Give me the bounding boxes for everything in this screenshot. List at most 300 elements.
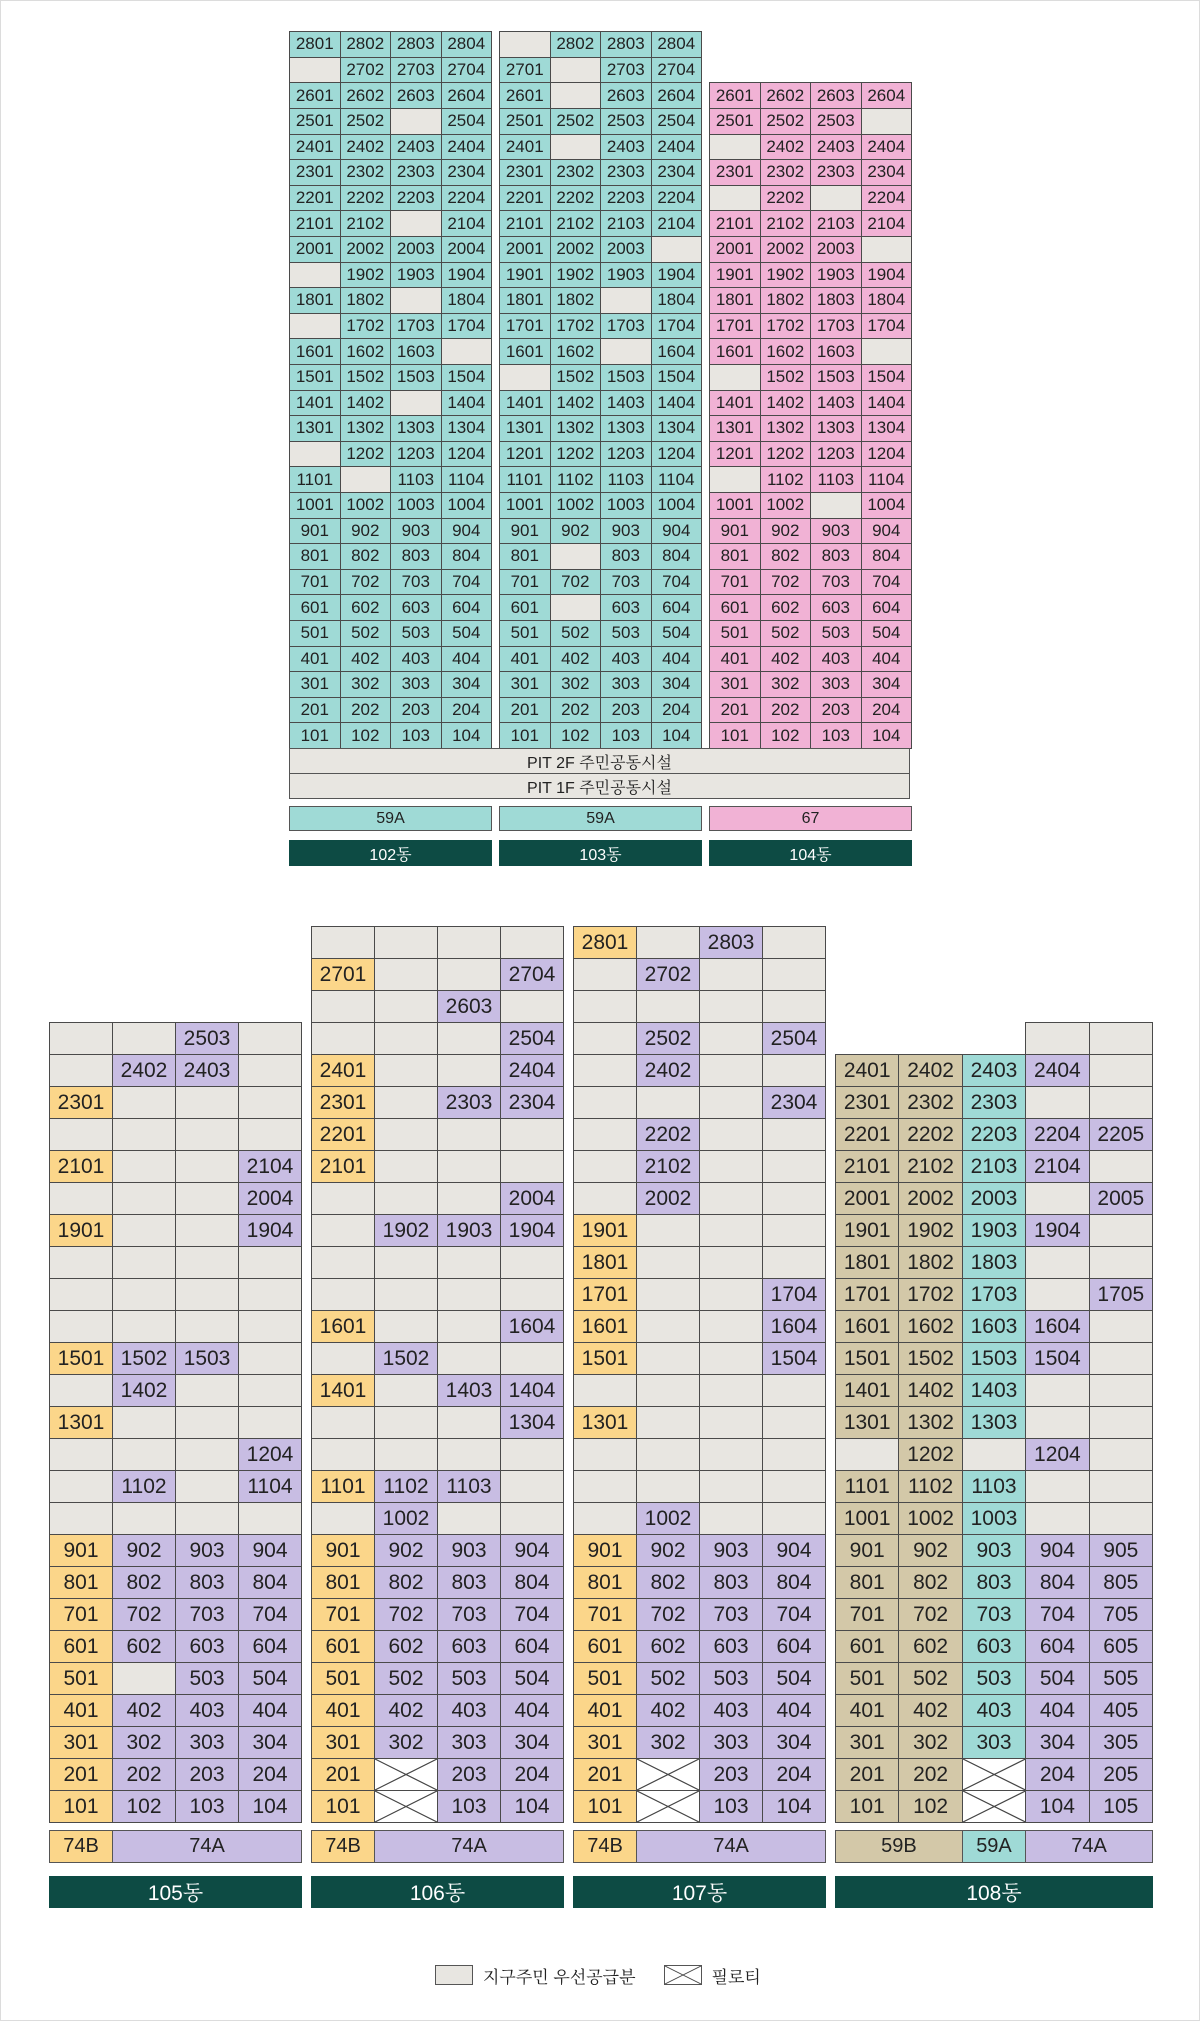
priority-unit-cell <box>374 1310 438 1343</box>
unit-cell: 105 <box>1089 1790 1153 1823</box>
unit-cell: 101 <box>835 1790 899 1823</box>
unit-cell: 2802 <box>550 31 602 58</box>
unit-cell: 403 <box>962 1694 1026 1727</box>
unit-type-label: 74A <box>1025 1830 1153 1863</box>
priority-unit-cell <box>437 1150 501 1183</box>
unit-cell: 1102 <box>760 466 812 493</box>
unit-type-label: 74B <box>49 1830 113 1863</box>
unit-cell: 604 <box>441 594 493 621</box>
unit-cell: 401 <box>573 1694 637 1727</box>
unit-cell: 2002 <box>760 236 812 263</box>
priority-unit-cell <box>374 1438 438 1471</box>
unit-cell: 2501 <box>289 108 341 135</box>
unit-cell: 1302 <box>550 415 602 442</box>
unit-cell: 1401 <box>709 390 761 417</box>
unit-cell: 1303 <box>810 415 862 442</box>
unit-cell: 804 <box>238 1566 302 1599</box>
priority-unit-cell <box>437 1246 501 1279</box>
priority-unit-cell <box>636 1342 700 1375</box>
unit-cell: 801 <box>49 1566 113 1599</box>
unit-cell: 601 <box>573 1630 637 1663</box>
unit-cell: 902 <box>112 1534 176 1567</box>
priority-unit-cell <box>311 1246 375 1279</box>
unit-cell: 2804 <box>651 31 703 58</box>
priority-unit-cell <box>636 1470 700 1503</box>
priority-unit-cell <box>709 364 761 391</box>
unit-cell: 1002 <box>760 492 812 519</box>
unit-cell: 1804 <box>861 287 913 314</box>
unit-cell: 405 <box>1089 1694 1153 1727</box>
priority-unit-cell <box>238 1406 302 1439</box>
unit-type-label: 74A <box>374 1830 564 1863</box>
priority-unit-cell <box>1089 1342 1153 1375</box>
unit-cell: 1103 <box>600 466 652 493</box>
priority-unit-cell <box>636 1438 700 1471</box>
priority-unit-cell <box>810 492 862 519</box>
unit-cell: 1602 <box>760 338 812 365</box>
priority-unit-cell <box>600 338 652 365</box>
priority-unit-cell <box>709 466 761 493</box>
unit-cell: 1301 <box>49 1406 113 1439</box>
priority-unit-cell <box>699 958 763 991</box>
priority-unit-cell <box>500 1246 564 1279</box>
unit-cell: 1604 <box>500 1310 564 1343</box>
priority-unit-cell <box>238 1502 302 1535</box>
priority-unit-cell <box>636 1406 700 1439</box>
unit-type-label: 59A <box>289 806 492 831</box>
unit-cell: 2104 <box>861 210 913 237</box>
unit-cell: 1103 <box>437 1470 501 1503</box>
priority-unit-cell <box>437 926 501 959</box>
unit-cell: 2604 <box>651 82 703 109</box>
priority-unit-cell <box>112 1150 176 1183</box>
unit-cell: 104 <box>651 722 703 749</box>
unit-cell: 1704 <box>762 1278 826 1311</box>
unit-cell: 702 <box>340 569 392 596</box>
unit-cell: 901 <box>573 1534 637 1567</box>
unit-cell: 2301 <box>49 1086 113 1119</box>
unit-cell: 2004 <box>238 1182 302 1215</box>
priority-unit-cell <box>238 1310 302 1343</box>
priority-unit-cell <box>374 1182 438 1215</box>
unit-cell: 702 <box>636 1598 700 1631</box>
unit-cell: 302 <box>550 671 602 698</box>
unit-cell: 2203 <box>600 185 652 212</box>
unit-cell: 1402 <box>112 1374 176 1407</box>
unit-cell: 903 <box>600 518 652 545</box>
priority-unit-cell <box>573 1374 637 1407</box>
unit-cell: 1901 <box>499 262 551 289</box>
priority-unit-cell <box>651 236 703 263</box>
priority-unit-cell <box>49 1470 113 1503</box>
priority-unit-cell <box>573 1182 637 1215</box>
unit-cell: 103 <box>600 722 652 749</box>
unit-cell: 2204 <box>441 185 493 212</box>
unit-cell: 1801 <box>709 287 761 314</box>
unit-cell: 1004 <box>651 492 703 519</box>
unit-cell: 2303 <box>962 1086 1026 1119</box>
unit-cell: 704 <box>238 1598 302 1631</box>
priority-unit-cell <box>374 1406 438 1439</box>
unit-cell: 1504 <box>441 364 493 391</box>
unit-cell: 901 <box>835 1534 899 1567</box>
unit-cell: 302 <box>760 671 812 698</box>
unit-cell: 2304 <box>762 1086 826 1119</box>
unit-cell: 1804 <box>651 287 703 314</box>
unit-cell: 1401 <box>499 390 551 417</box>
building-label: 104동 <box>709 840 912 866</box>
unit-cell: 1802 <box>340 287 392 314</box>
unit-cell: 904 <box>651 518 703 545</box>
priority-unit-cell <box>1025 1470 1089 1503</box>
unit-cell: 2403 <box>390 134 442 161</box>
unit-type-label: 74A <box>636 1830 826 1863</box>
unit-cell: 1002 <box>374 1502 438 1535</box>
priority-unit-cell <box>311 1182 375 1215</box>
unit-cell: 2102 <box>340 210 392 237</box>
unit-cell: 2301 <box>311 1086 375 1119</box>
unit-cell: 2101 <box>49 1150 113 1183</box>
unit-cell: 805 <box>1089 1566 1153 1599</box>
priority-unit-cell <box>238 1374 302 1407</box>
unit-cell: 902 <box>374 1534 438 1567</box>
priority-unit-cell <box>175 1502 239 1535</box>
priority-unit-cell <box>374 926 438 959</box>
priority-unit-cell <box>175 1278 239 1311</box>
priority-unit-cell <box>1025 1374 1089 1407</box>
unit-cell: 1604 <box>1025 1310 1089 1343</box>
unit-cell: 401 <box>49 1694 113 1727</box>
unit-cell: 1504 <box>651 364 703 391</box>
unit-cell: 1104 <box>238 1470 302 1503</box>
unit-cell: 104 <box>762 1790 826 1823</box>
unit-cell: 1404 <box>651 390 703 417</box>
unit-cell: 1503 <box>175 1342 239 1375</box>
unit-cell: 603 <box>810 594 862 621</box>
priority-unit-cell <box>636 926 700 959</box>
unit-cell: 303 <box>175 1726 239 1759</box>
unit-cell: 1704 <box>651 313 703 340</box>
unit-cell: 102 <box>760 722 812 749</box>
priority-unit-cell <box>175 1086 239 1119</box>
unit-cell: 303 <box>600 671 652 698</box>
priority-unit-cell <box>861 236 913 263</box>
unit-cell: 2003 <box>962 1182 1026 1215</box>
unit-cell: 301 <box>289 671 341 698</box>
unit-cell: 701 <box>289 569 341 596</box>
unit-cell: 1503 <box>390 364 442 391</box>
pilotis-cell <box>636 1758 700 1791</box>
unit-cell: 304 <box>762 1726 826 1759</box>
unit-cell: 1304 <box>861 415 913 442</box>
unit-cell: 104 <box>238 1790 302 1823</box>
unit-cell: 2304 <box>861 159 913 186</box>
priority-unit-cell <box>437 1278 501 1311</box>
unit-type-label: 74B <box>573 1830 637 1863</box>
unit-cell: 1903 <box>390 262 442 289</box>
unit-cell: 2702 <box>340 57 392 84</box>
unit-cell: 403 <box>810 646 862 673</box>
unit-cell: 1701 <box>709 313 761 340</box>
priority-unit-cell <box>810 185 862 212</box>
unit-cell: 201 <box>289 697 341 724</box>
building-label: 108동 <box>835 1876 1153 1908</box>
priority-unit-cell <box>175 1310 239 1343</box>
priority-unit-cell <box>311 1406 375 1439</box>
unit-cell: 1702 <box>550 313 602 340</box>
unit-cell: 501 <box>573 1662 637 1695</box>
unit-cell: 1304 <box>441 415 493 442</box>
unit-cell: 203 <box>699 1758 763 1791</box>
priority-unit-cell <box>1025 1406 1089 1439</box>
unit-cell: 1301 <box>835 1406 899 1439</box>
priority-unit-cell <box>437 1438 501 1471</box>
unit-cell: 2404 <box>861 134 913 161</box>
unit-cell: 1101 <box>289 466 341 493</box>
unit-cell: 1103 <box>390 466 442 493</box>
unit-cell: 1603 <box>810 338 862 365</box>
unit-cell: 2003 <box>810 236 862 263</box>
unit-cell: 1705 <box>1089 1278 1153 1311</box>
unit-cell: 603 <box>699 1630 763 1663</box>
unit-cell: 1904 <box>441 262 493 289</box>
unit-cell: 1601 <box>499 338 551 365</box>
unit-cell: 701 <box>835 1598 899 1631</box>
unit-cell: 2402 <box>112 1054 176 1087</box>
unit-cell: 2604 <box>861 82 913 109</box>
unit-cell: 102 <box>340 722 392 749</box>
unit-cell: 1301 <box>289 415 341 442</box>
unit-cell: 1302 <box>760 415 812 442</box>
unit-cell: 1901 <box>573 1214 637 1247</box>
unit-cell: 505 <box>1089 1662 1153 1695</box>
unit-cell: 1002 <box>636 1502 700 1535</box>
priority-unit-cell <box>49 1278 113 1311</box>
unit-cell: 202 <box>340 697 392 724</box>
unit-cell: 501 <box>499 620 551 647</box>
unit-type-label: 59B <box>835 1830 963 1863</box>
unit-cell: 1902 <box>340 262 392 289</box>
priority-unit-cell <box>573 1438 637 1471</box>
unit-cell: 603 <box>390 594 442 621</box>
unit-cell: 603 <box>600 594 652 621</box>
priority-unit-cell <box>112 1310 176 1343</box>
unit-cell: 301 <box>709 671 761 698</box>
unit-cell: 1003 <box>962 1502 1026 1535</box>
unit-cell: 1103 <box>962 1470 1026 1503</box>
unit-cell: 603 <box>175 1630 239 1663</box>
unit-cell: 402 <box>898 1694 962 1727</box>
unit-cell: 702 <box>374 1598 438 1631</box>
unit-cell: 103 <box>699 1790 763 1823</box>
priority-unit-cell <box>340 466 392 493</box>
priority-unit-cell <box>390 210 442 237</box>
unit-cell: 601 <box>289 594 341 621</box>
unit-cell: 2801 <box>573 926 637 959</box>
unit-cell: 304 <box>500 1726 564 1759</box>
unit-cell: 1003 <box>600 492 652 519</box>
unit-cell: 1001 <box>709 492 761 519</box>
unit-cell: 2102 <box>898 1150 962 1183</box>
unit-cell: 2303 <box>810 159 862 186</box>
unit-cell: 402 <box>636 1694 700 1727</box>
unit-cell: 2403 <box>810 134 862 161</box>
priority-unit-cell <box>762 1502 826 1535</box>
unit-cell: 1001 <box>289 492 341 519</box>
priority-unit-cell <box>49 1502 113 1535</box>
unit-cell: 2402 <box>340 134 392 161</box>
unit-cell: 1602 <box>898 1310 962 1343</box>
unit-cell: 1902 <box>760 262 812 289</box>
unit-cell: 903 <box>437 1534 501 1567</box>
unit-cell: 1803 <box>962 1246 1026 1279</box>
priority-unit-cell <box>437 1054 501 1087</box>
unit-cell: 504 <box>500 1662 564 1695</box>
unit-cell: 2704 <box>441 57 493 84</box>
unit-cell: 601 <box>49 1630 113 1663</box>
unit-cell: 703 <box>699 1598 763 1631</box>
unit-cell: 503 <box>699 1662 763 1695</box>
unit-cell: 804 <box>500 1566 564 1599</box>
unit-cell: 2403 <box>600 134 652 161</box>
unit-cell: 404 <box>238 1694 302 1727</box>
unit-cell: 1703 <box>962 1278 1026 1311</box>
priority-unit-cell <box>374 1086 438 1119</box>
unit-cell: 1202 <box>760 441 812 468</box>
unit-cell: 804 <box>441 543 493 570</box>
priority-unit-cell <box>550 134 602 161</box>
priority-unit-cell <box>1089 1438 1153 1471</box>
priority-unit-cell <box>1089 1150 1153 1183</box>
unit-cell: 2001 <box>709 236 761 263</box>
unit-cell: 2002 <box>340 236 392 263</box>
unit-cell: 2601 <box>499 82 551 109</box>
unit-cell: 1601 <box>289 338 341 365</box>
unit-cell: 102 <box>898 1790 962 1823</box>
priority-unit-cell <box>699 1278 763 1311</box>
unit-cell: 1202 <box>898 1438 962 1471</box>
unit-cell: 2203 <box>962 1118 1026 1151</box>
unit-cell: 303 <box>810 671 862 698</box>
unit-cell: 2504 <box>651 108 703 135</box>
unit-cell: 1002 <box>550 492 602 519</box>
unit-cell: 701 <box>499 569 551 596</box>
priority-unit-cell <box>311 1022 375 1055</box>
unit-cell: 404 <box>762 1694 826 1727</box>
unit-cell: 2403 <box>962 1054 1026 1087</box>
unit-cell: 2304 <box>500 1086 564 1119</box>
unit-cell: 802 <box>898 1566 962 1599</box>
unit-cell: 402 <box>340 646 392 673</box>
unit-cell: 101 <box>709 722 761 749</box>
unit-cell: 2301 <box>289 159 341 186</box>
unit-cell: 703 <box>390 569 442 596</box>
unit-cell: 2001 <box>289 236 341 263</box>
priority-unit-cell <box>699 1022 763 1055</box>
unit-cell: 1902 <box>374 1214 438 1247</box>
unit-cell: 1203 <box>810 441 862 468</box>
unit-cell: 1903 <box>962 1214 1026 1247</box>
unit-cell: 1001 <box>499 492 551 519</box>
priority-unit-cell <box>762 1470 826 1503</box>
unit-cell: 1401 <box>835 1374 899 1407</box>
unit-cell: 2201 <box>311 1118 375 1151</box>
unit-cell: 1502 <box>112 1342 176 1375</box>
priority-unit-cell <box>573 1086 637 1119</box>
unit-cell: 801 <box>311 1566 375 1599</box>
priority-unit-cell <box>550 594 602 621</box>
unit-cell: 903 <box>390 518 442 545</box>
priority-unit-cell <box>762 958 826 991</box>
unit-cell: 1403 <box>600 390 652 417</box>
priority-unit-cell <box>175 1374 239 1407</box>
unit-cell: 101 <box>49 1790 113 1823</box>
unit-cell: 2401 <box>499 134 551 161</box>
unit-cell: 1703 <box>390 313 442 340</box>
unit-cell: 603 <box>437 1630 501 1663</box>
priority-unit-cell <box>550 82 602 109</box>
unit-cell: 202 <box>760 697 812 724</box>
unit-cell: 2001 <box>835 1182 899 1215</box>
unit-cell: 503 <box>390 620 442 647</box>
unit-cell: 1903 <box>810 262 862 289</box>
unit-cell: 501 <box>311 1662 375 1695</box>
unit-type-label: 74B <box>311 1830 375 1863</box>
unit-cell: 205 <box>1089 1758 1153 1791</box>
priority-unit-cell <box>112 1502 176 1535</box>
unit-cell: 2102 <box>760 210 812 237</box>
priority-unit-cell <box>762 1118 826 1151</box>
unit-cell: 1502 <box>340 364 392 391</box>
unit-cell: 1702 <box>340 313 392 340</box>
unit-cell: 1904 <box>861 262 913 289</box>
priority-unit-cell <box>175 1246 239 1279</box>
priority-unit-cell <box>374 1374 438 1407</box>
unit-cell: 502 <box>340 620 392 647</box>
unit-cell: 504 <box>238 1662 302 1695</box>
unit-cell: 1204 <box>861 441 913 468</box>
unit-cell: 504 <box>762 1662 826 1695</box>
unit-cell: 1502 <box>760 364 812 391</box>
unit-cell: 602 <box>898 1630 962 1663</box>
unit-cell: 503 <box>175 1662 239 1695</box>
unit-cell: 204 <box>762 1758 826 1791</box>
priority-unit-cell <box>1025 1182 1089 1215</box>
unit-cell: 2503 <box>810 108 862 135</box>
unit-cell: 604 <box>1025 1630 1089 1663</box>
priority-unit-cell <box>238 1342 302 1375</box>
unit-cell: 1602 <box>340 338 392 365</box>
unit-cell: 1302 <box>340 415 392 442</box>
unit-cell: 1201 <box>499 441 551 468</box>
priority-unit-cell <box>437 1502 501 1535</box>
unit-cell: 403 <box>600 646 652 673</box>
unit-cell: 401 <box>289 646 341 673</box>
unit-cell: 1403 <box>962 1374 1026 1407</box>
priority-unit-cell <box>762 1182 826 1215</box>
unit-type-label: 67 <box>709 806 912 831</box>
priority-unit-cell <box>762 1054 826 1087</box>
building-label: 107동 <box>573 1876 826 1908</box>
unit-cell: 2103 <box>962 1150 1026 1183</box>
unit-cell: 203 <box>175 1758 239 1791</box>
priority-unit-cell <box>374 958 438 991</box>
unit-cell: 1904 <box>238 1214 302 1247</box>
unit-cell: 2701 <box>499 57 551 84</box>
priority-unit-cell <box>500 990 564 1023</box>
unit-cell: 2404 <box>500 1054 564 1087</box>
unit-cell: 804 <box>1025 1566 1089 1599</box>
